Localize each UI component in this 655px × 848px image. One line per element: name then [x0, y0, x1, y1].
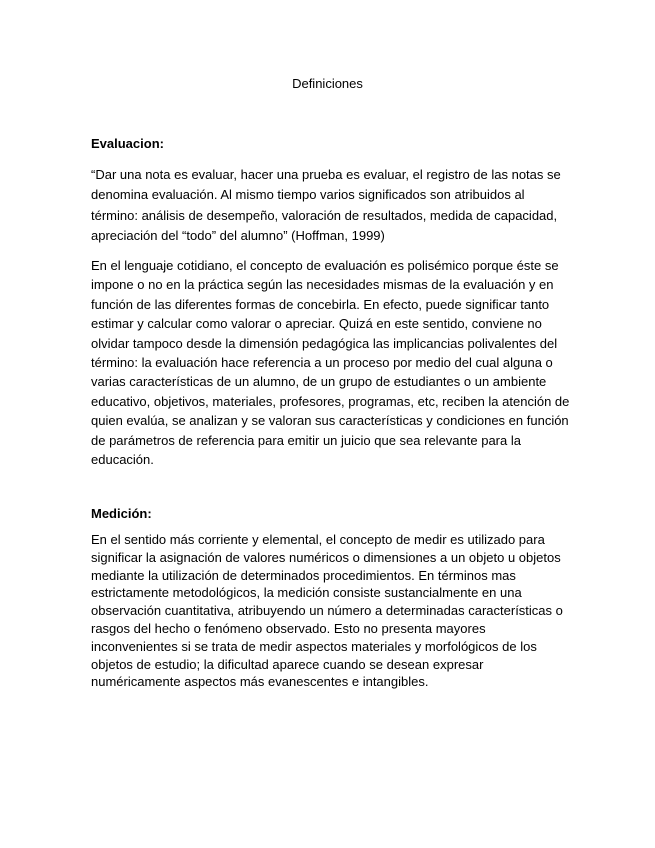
text-line: numéricamente aspectos más evanescentes e intangibles.	[91, 674, 429, 690]
text-line: En el lenguaje cotidiano, el concepto de evaluación es polisémico porque éste se	[91, 258, 559, 273]
paragraph-medicion-body	[91, 531, 571, 691]
text-line: “Dar una nota es evaluar, hacer una prueba es evaluar, el registro de las notas se	[91, 167, 561, 182]
text-line: impone o no en la práctica según las necesidades mismas de la evaluación y en	[91, 277, 554, 293]
text-line: término: análisis de desempeño, valoración de resultados, medida de capacidad,	[91, 207, 558, 223]
text-line: objetos de estudio; la dificultad aparece cuando se desean expresar	[91, 656, 484, 672]
text-line: significar la asignación de valores numéricos o dimensiones a un objeto u objetos	[91, 549, 561, 565]
paragraph-evaluacion-quote	[91, 165, 571, 246]
text-line: inconvenientes si se trata de medir aspectos materiales y morfológicos de los	[91, 638, 537, 654]
text-line: función de las diferentes formas de concebirla. En efecto, puede significar tanto	[91, 296, 550, 312]
text-line: olvidar tampoco desde la dimensión pedagógica las implicancias polivalentes del	[91, 335, 558, 351]
text-line: estimar y calcular como valorar o apreciar. Quizá en este sentido, conviene no	[91, 316, 542, 332]
text-line: de parámetros de referencia para emitir un juicio que sea relevante para la	[91, 432, 521, 448]
text-line: apreciación del “todo” del alumno” (Hoffman, 1999)	[91, 227, 385, 243]
text-line: estrictamente metodológicos, la medición consiste sustancialmente en una	[91, 585, 522, 601]
document-title: Definiciones	[292, 76, 363, 91]
paragraph-evaluacion-body	[91, 256, 571, 469]
text-line: término: la evaluación hace referencia a un proceso por medio del cual alguna o	[91, 355, 553, 371]
section-heading-evaluacion: Evaluacion:	[91, 136, 164, 151]
text-line: observación cuantitativa, atribuyendo un número a determinadas características o	[91, 603, 563, 619]
text-line: rasgos del hecho o fenómeno observado. Esto no presenta mayores	[91, 620, 486, 636]
text-line: denomina evaluación. Al mismo tiempo varios significados son atribuidos al	[91, 187, 525, 203]
text-line: educativo, objetivos, materiales, profesores, programas, etc, reciben la atención de	[91, 393, 570, 409]
text-line: En el sentido más corriente y elemental, el concepto de medir es utilizado para	[91, 532, 545, 547]
text-line: mediante la utilización de determinados procedimientos. En términos mas	[91, 567, 516, 583]
text-line: educación.	[91, 452, 154, 468]
section-heading-medicion: Medición:	[91, 506, 152, 521]
text-line: varias características de un alumno, de un grupo de estudiantes o un ambiente	[91, 374, 547, 390]
text-line: quien evalúa, se analizan y se valoran sus características y condiciones en función	[91, 413, 569, 429]
